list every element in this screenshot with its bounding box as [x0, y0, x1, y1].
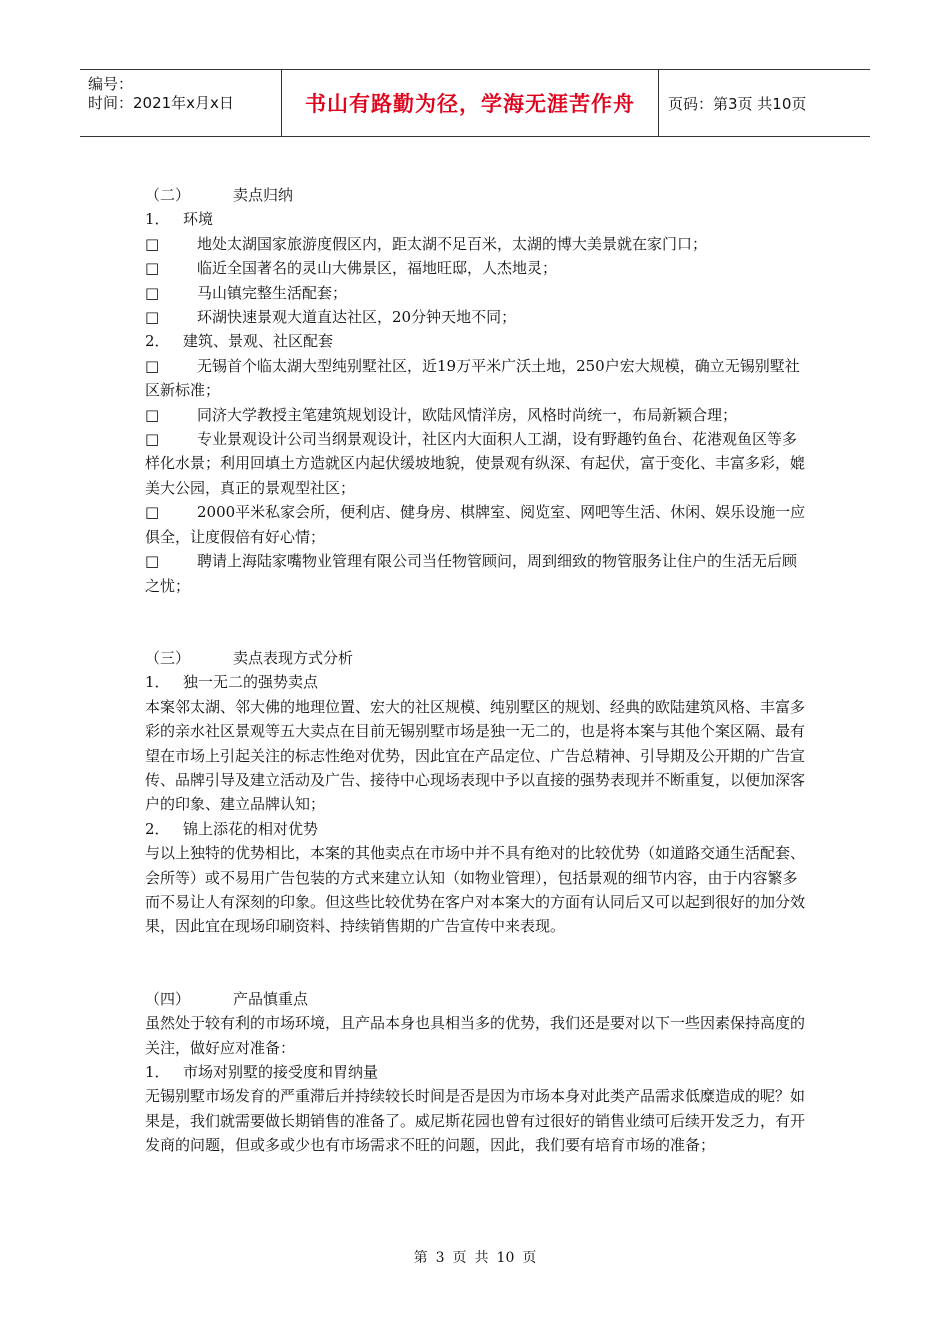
list-item — [145, 403, 810, 427]
checkbox-icon: □ — [145, 308, 160, 327]
section-title: 卖点归纳 — [233, 186, 294, 204]
subsection-title: 锦上添花的相对优势 — [183, 819, 319, 838]
list-item — [145, 256, 810, 280]
subsection-heading — [145, 670, 810, 694]
section-heading — [145, 987, 810, 1011]
list-item — [145, 305, 810, 329]
header-meta-cell — [80, 70, 280, 136]
subsection-title: 市场对别墅的接受度和胃纳量 — [183, 1063, 379, 1081]
list-item-text: 2000平米私家会所，便利店、健身房、棋牌室、阅览室、网吧等生活、休闲、娱乐设施一应俱全，让度假倍有好心情； — [145, 503, 806, 546]
footer-total-word: 共 — [474, 1250, 489, 1266]
paragraph: 本案邻太湖、邻大佛的地理位置、宏大的社区规模、纯别墅区的规划、经典的欧陆建筑风格、丰富多彩的亲水社区景观等五大卖点在目前无锡别墅市场是独一无二的，也是将本案与其他个案区隔、最有望在市场上引起关注的标志性绝对优势，因此宜在产品定位、广告总精神、引导期及公开期的广告宣传、品牌引导及建立活动及广告、接待中心现场表现中予以直接的强势表现并不断重复，以便加深客户的印象、建立品牌认知； — [145, 697, 806, 814]
header-motto: 书山有路勤为径，学海无涯苦作舟 — [305, 92, 635, 116]
list-item-text: 环湖快速景观大道直达社区，20分钟天地不同； — [197, 308, 517, 327]
section-heading — [145, 183, 810, 207]
section-title: 卖点表现方式分析 — [233, 648, 354, 667]
list-item — [145, 232, 810, 256]
paragraph: 虽然处于较有利的市场环境，且产品本身也具相当多的优势，我们还是要对以下一些因素保持高度的关注，做好应对准备： — [145, 1014, 806, 1057]
list-item-text: 马山镇完整生活配套； — [197, 283, 348, 302]
checkbox-icon: □ — [145, 503, 160, 522]
subsection-number: 2． — [145, 332, 170, 351]
checkbox-icon: □ — [145, 405, 160, 424]
subsection-number: 1． — [145, 1063, 170, 1081]
page-footer — [0, 1247, 950, 1267]
list-item — [145, 549, 810, 598]
checkbox-icon: □ — [145, 356, 160, 375]
subsection-number: 1． — [145, 210, 170, 229]
subsection-title: 建筑、景观、社区配套 — [183, 332, 334, 351]
time-label: 时间：2021年x月x日 — [88, 94, 234, 112]
header-divider — [658, 70, 659, 136]
footer-total-number: 10 — [496, 1250, 515, 1266]
list-item — [145, 281, 810, 305]
list-item-text: 无锡首个临太湖大型纯别墅社区，近19万平米广沃土地，250户宏大规模，确立无锡别墅社区新标准； — [145, 356, 800, 400]
footer-total-unit: 页 — [522, 1250, 537, 1266]
list-item — [145, 500, 810, 549]
section-spacer — [145, 939, 810, 987]
list-item-text: 聘请上海陆家嘴物业管理有限公司当任物管顾问，周到细致的物管服务让住户的生活无后顾之忧； — [145, 552, 798, 595]
section-number: （三） — [145, 648, 191, 667]
subsection-heading — [145, 817, 810, 841]
code-label: 编号： — [88, 75, 134, 93]
footer-page-number: 3 — [435, 1250, 445, 1266]
subsection-title: 环境 — [183, 210, 214, 229]
section-number: （二） — [145, 186, 191, 204]
subsection-heading — [145, 207, 810, 231]
subsection-number: 1． — [145, 673, 170, 692]
paragraph: 无锡别墅市场发育的严重滞后并持续较长时间是否是因为市场本身对此类产品需求低糜造成的呢？如果是，我们就需要做长期销售的准备了。威尼斯花园也曾有过很好的销售业绩可后续开发乏力，有开发商的问题，但或多或少也有市场需求不旺的问题，因此，我们要有培育市场的准备； — [145, 1087, 806, 1155]
list-item-text: 专业景观设计公司当纲景观设计，社区内大面积人工湖，设有野趣钓鱼台、花港观鱼区等多样化水景；利用回填土方造就区内起伏缓坡地貌，使景观有纵深、有起伏，富于变化、丰富多彩，媲美大公园，真正的景观型社区； — [145, 430, 806, 497]
checkbox-icon: □ — [145, 430, 160, 449]
list-item — [145, 427, 810, 500]
list-item-text: 临近全国著名的灵山大佛景区，福地旺邸，人杰地灵； — [197, 259, 558, 278]
section-spacer — [145, 598, 810, 646]
footer-page-word: 第 — [413, 1250, 428, 1266]
document-body — [145, 183, 810, 1158]
checkbox-icon: □ — [145, 259, 160, 278]
checkbox-icon: □ — [145, 234, 160, 253]
header-page-info: 页码：第3页 共10页 — [668, 94, 807, 113]
section-title: 产品慎重点 — [233, 989, 309, 1008]
footer-page-unit: 页 — [452, 1250, 467, 1266]
paragraph: 与以上独特的优势相比，本案的其他卖点在市场中并不具有绝对的比较优势（如道路交通生活配套、会所等）或不易用广告包装的方式来建立认知（如物业管理），包括景观的细节内容，由于内容繁多而不易让人有深刻的印象。但这些比较优势在客户对本案大的方面有认同后又可以起到很好的加分效果，因此宜在现场印刷资料、持续销售期的广告宣传中来表现。 — [145, 844, 806, 936]
section-number: （四） — [145, 989, 191, 1008]
subsection-heading — [145, 1060, 810, 1084]
subsection-number: 2． — [145, 819, 170, 838]
list-item — [145, 354, 810, 403]
subsection-heading — [145, 329, 810, 353]
document-header — [80, 69, 870, 137]
section-heading — [145, 646, 810, 670]
list-item-text: 地处太湖国家旅游度假区内，距太湖不足百米，太湖的博大美景就在家门口； — [197, 234, 708, 253]
subsection-title: 独一无二的强势卖点 — [183, 673, 319, 692]
list-item-text: 同济大学教授主笔建筑规划设计，欧陆风情洋房，风格时尚统一，布局新颖合理； — [197, 405, 738, 424]
checkbox-icon: □ — [145, 552, 160, 571]
checkbox-icon: □ — [145, 283, 160, 302]
